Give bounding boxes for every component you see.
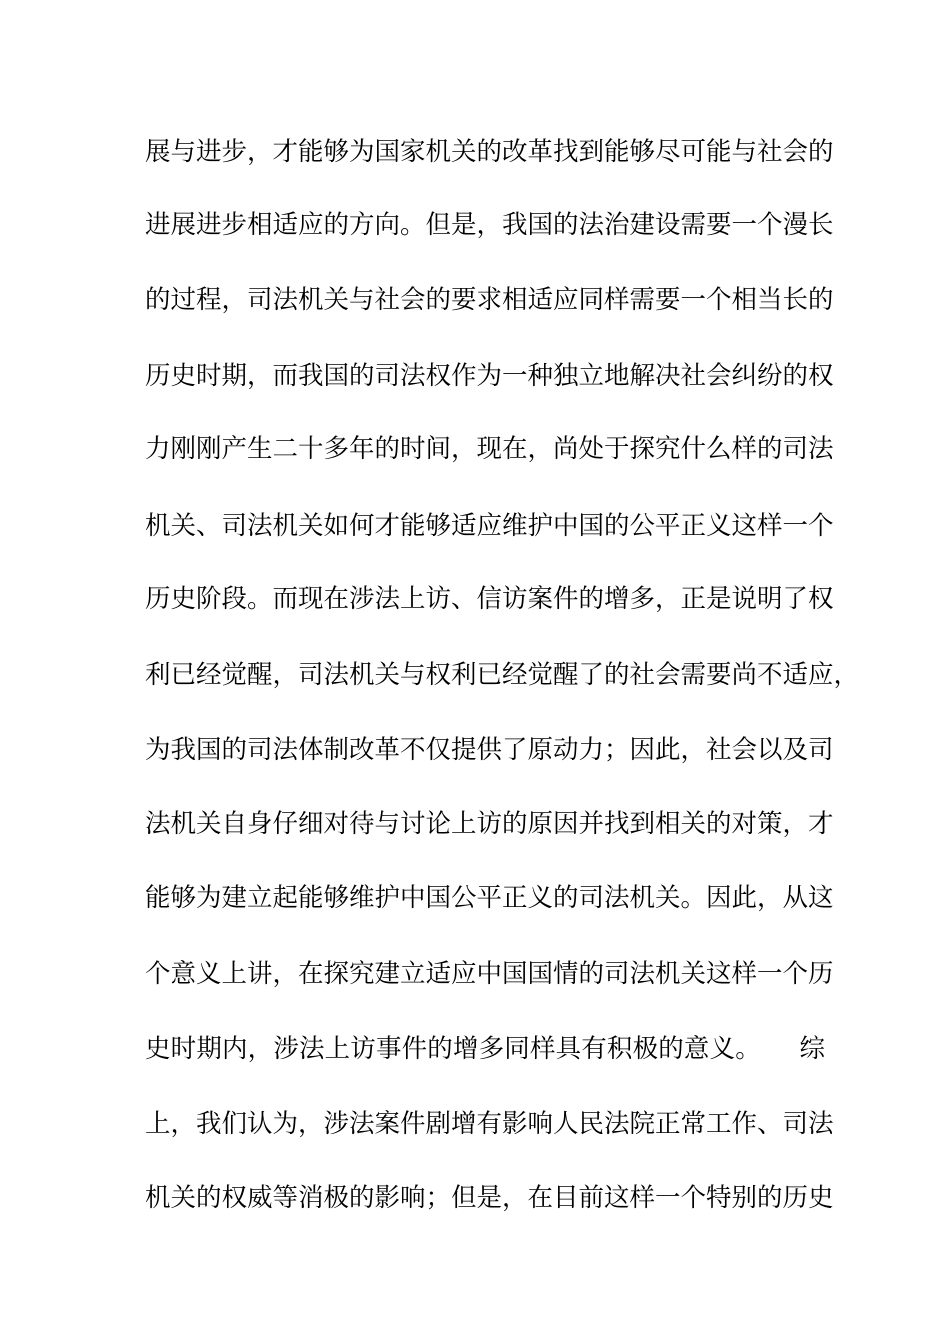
text-line-1: 展与进步，才能够为国家机关的改革找到能够尽可能与社会的 <box>145 137 834 167</box>
text-line-7: 历史阶段。而现在涉法上访、信访案件的增多，正是说明了权 <box>145 584 834 614</box>
text-line-3: 的过程，司法机关与社会的要求相适应同样需要一个相当长的 <box>145 285 834 315</box>
text-line-8: 利已经觉醒，司法机关与权利已经觉醒了的社会需要尚不适应， <box>145 660 860 690</box>
text-line-11: 能够为建立起能够维护中国公平正义的司法机关。因此，从这 <box>145 883 834 913</box>
text-line-4: 历史时期，而我国的司法权作为一种独立地解决社会纠纷的权 <box>145 361 834 391</box>
text-line-12: 个意义上讲，在探究建立适应中国国情的司法机关这样一个历 <box>145 959 834 989</box>
text-line-9: 为我国的司法体制改革不仅提供了原动力；因此，社会以及司 <box>145 735 834 765</box>
text-line-2: 进展进步相适应的方向。但是，我国的法治建设需要一个漫长 <box>145 210 834 240</box>
text-line-10: 法机关自身仔细对待与讨论上访的原因并找到相关的对策，才 <box>145 809 834 839</box>
text-line-5: 力刚刚产生二十多年的时间，现在，尚处于探究什么样的司法 <box>145 434 834 464</box>
text-line-13: 史时期内，涉法上访事件的增多同样具有积极的意义。 综 <box>145 1034 825 1064</box>
text-line-14: 上，我们认为，涉法案件剧增有影响人民法院正常工作、司法 <box>145 1109 834 1139</box>
text-line-6: 机关、司法机关如何才能够适应维护中国的公平正义这样一个 <box>145 511 834 541</box>
text-line-15: 机关的权威等消极的影响；但是，在目前这样一个特别的历史 <box>145 1183 834 1213</box>
